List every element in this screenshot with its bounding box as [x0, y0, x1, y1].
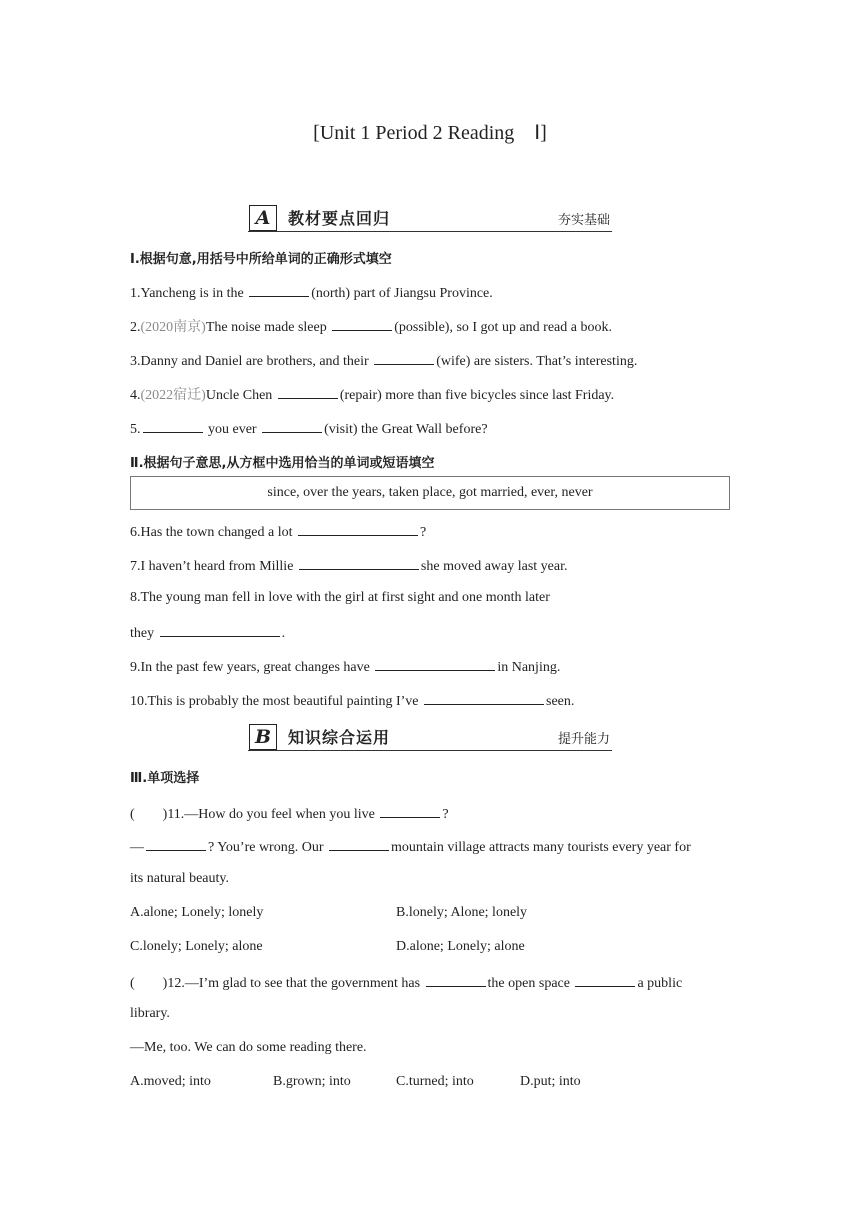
q8-text-before: they [130, 626, 158, 641]
q4-text-before: Uncle Chen [205, 388, 276, 403]
section-1-heading: Ⅰ.根据句意,用括号中所给单词的正确形式填空 [130, 252, 392, 267]
section-banner-a [248, 202, 612, 232]
q11-dash: — [130, 840, 144, 855]
q12-blank-1 [426, 972, 486, 987]
question-11-line-3: its natural beauty. [130, 871, 230, 886]
q7-text-after: she moved away last year. [420, 559, 568, 574]
q2-blank [332, 316, 392, 331]
q2-source: (2020南京) [140, 320, 206, 335]
question-11-line-2 [130, 836, 691, 857]
q2-text-before: The noise made sleep [205, 320, 331, 335]
q7-blank [299, 555, 419, 570]
q5-blank-2 [262, 418, 322, 433]
word-box: since, over the years, taken place, got married, ever, never [130, 476, 730, 510]
question-10 [130, 690, 574, 711]
q3-blank [374, 350, 434, 365]
q12-option-d: D.put; into [520, 1074, 581, 1089]
question-12-line-3: —Me, too. We can do some reading there. [130, 1040, 367, 1055]
banner-letter-badge: B [249, 724, 277, 750]
q9-text-after: in Nanjing. [497, 660, 561, 675]
q10-text-after: seen. [546, 694, 575, 709]
q5-blank-1 [143, 418, 203, 433]
q1-text-before: 1.Yancheng is in the [130, 286, 248, 301]
banner-title: 教材要点回归 [288, 209, 391, 228]
banner-letter-badge: A [249, 205, 277, 231]
q10-blank [424, 690, 544, 705]
question-11-line-1 [130, 803, 449, 824]
question-1 [130, 282, 493, 303]
question-12-line-1 [130, 972, 682, 993]
q12-text-before: ( )12.—I’m glad to see that the government has [130, 976, 424, 991]
q12-text-after: a public [637, 976, 683, 991]
q8-text-after: . [281, 626, 286, 641]
q6-blank [298, 521, 418, 536]
q7-text-before: 7.I haven’t heard from Millie [130, 559, 297, 574]
q1-blank [249, 282, 309, 297]
q11-option-a: A.alone; Lonely; lonely [130, 905, 264, 920]
q11-text-after: ? [442, 807, 449, 822]
q4-number: 4. [130, 388, 141, 403]
q4-blank [278, 384, 338, 399]
page-title: [Unit 1 Period 2 Reading Ⅰ] [313, 122, 547, 144]
q12-option-c: C.turned; into [396, 1074, 474, 1089]
question-3 [130, 350, 637, 371]
q3-text-after: (wife) are sisters. That’s interesting. [436, 354, 638, 369]
q11-text-before: ( )11.—How do you feel when you live [130, 807, 379, 822]
q12-blank-2 [575, 972, 635, 987]
q11-blank-1 [380, 803, 440, 818]
q3-text-before: 3.Danny and Daniel are brothers, and their [130, 354, 373, 369]
q4-text-after: (repair) more than five bicycles since last Friday. [339, 388, 615, 403]
q2-number: 2. [130, 320, 141, 335]
q2-text-after: (possible), so I got up and read a book. [394, 320, 612, 335]
q11-blank-3 [329, 836, 389, 851]
question-12-line-2: library. [130, 1006, 170, 1021]
question-8-line-1: 8.The young man fell in love with the girl at first sight and one month later [130, 590, 550, 605]
q11-option-d: D.alone; Lonely; alone [396, 939, 525, 954]
section-2-heading: Ⅱ.根据句子意思,从方框中选用恰当的单词或短语填空 [130, 456, 435, 471]
banner-title: 知识综合运用 [288, 728, 391, 747]
q6-text-before: 6.Has the town changed a lot [130, 525, 297, 540]
q11-option-b: B.lonely; Alone; lonely [396, 905, 528, 920]
q9-blank [375, 656, 495, 671]
question-4 [130, 384, 614, 405]
q12-option-b: B.grown; into [273, 1074, 351, 1089]
q11-text-end: mountain village attracts many tourists every year for [391, 840, 691, 855]
q12-text-middle: the open space [487, 976, 574, 991]
question-2 [130, 316, 612, 337]
q9-text-before: 9.In the past few years, great changes have [130, 660, 374, 675]
q4-source: (2022宿迁) [140, 388, 206, 403]
q5-text-after: (visit) the Great Wall before? [324, 422, 488, 437]
banner-subtitle: 夯实基础 [557, 213, 610, 228]
q6-text-after: ? [420, 525, 427, 540]
q5-number: 5. [130, 422, 141, 437]
q11-blank-2 [146, 836, 206, 851]
q8-blank [160, 622, 280, 637]
question-8-line-2 [130, 622, 285, 643]
q5-text-middle: you ever [204, 422, 261, 437]
q1-text-after: (north) part of Jiangsu Province. [311, 286, 493, 301]
banner-underline [248, 750, 612, 751]
q12-option-a: A.moved; into [130, 1074, 211, 1089]
banner-underline [248, 231, 612, 232]
q11-option-c: C.lonely; Lonely; alone [130, 939, 263, 954]
question-5 [130, 418, 488, 439]
section-banner-b [248, 721, 612, 751]
question-7 [130, 555, 567, 576]
q10-text-before: 10.This is probably the most beautiful painting I’ve [130, 694, 423, 709]
section-3-heading: Ⅲ.单项选择 [130, 771, 200, 786]
question-9 [130, 656, 560, 677]
q11-text-middle: ? You’re wrong. Our [208, 840, 327, 855]
banner-subtitle: 提升能力 [557, 732, 610, 747]
question-6 [130, 521, 426, 542]
